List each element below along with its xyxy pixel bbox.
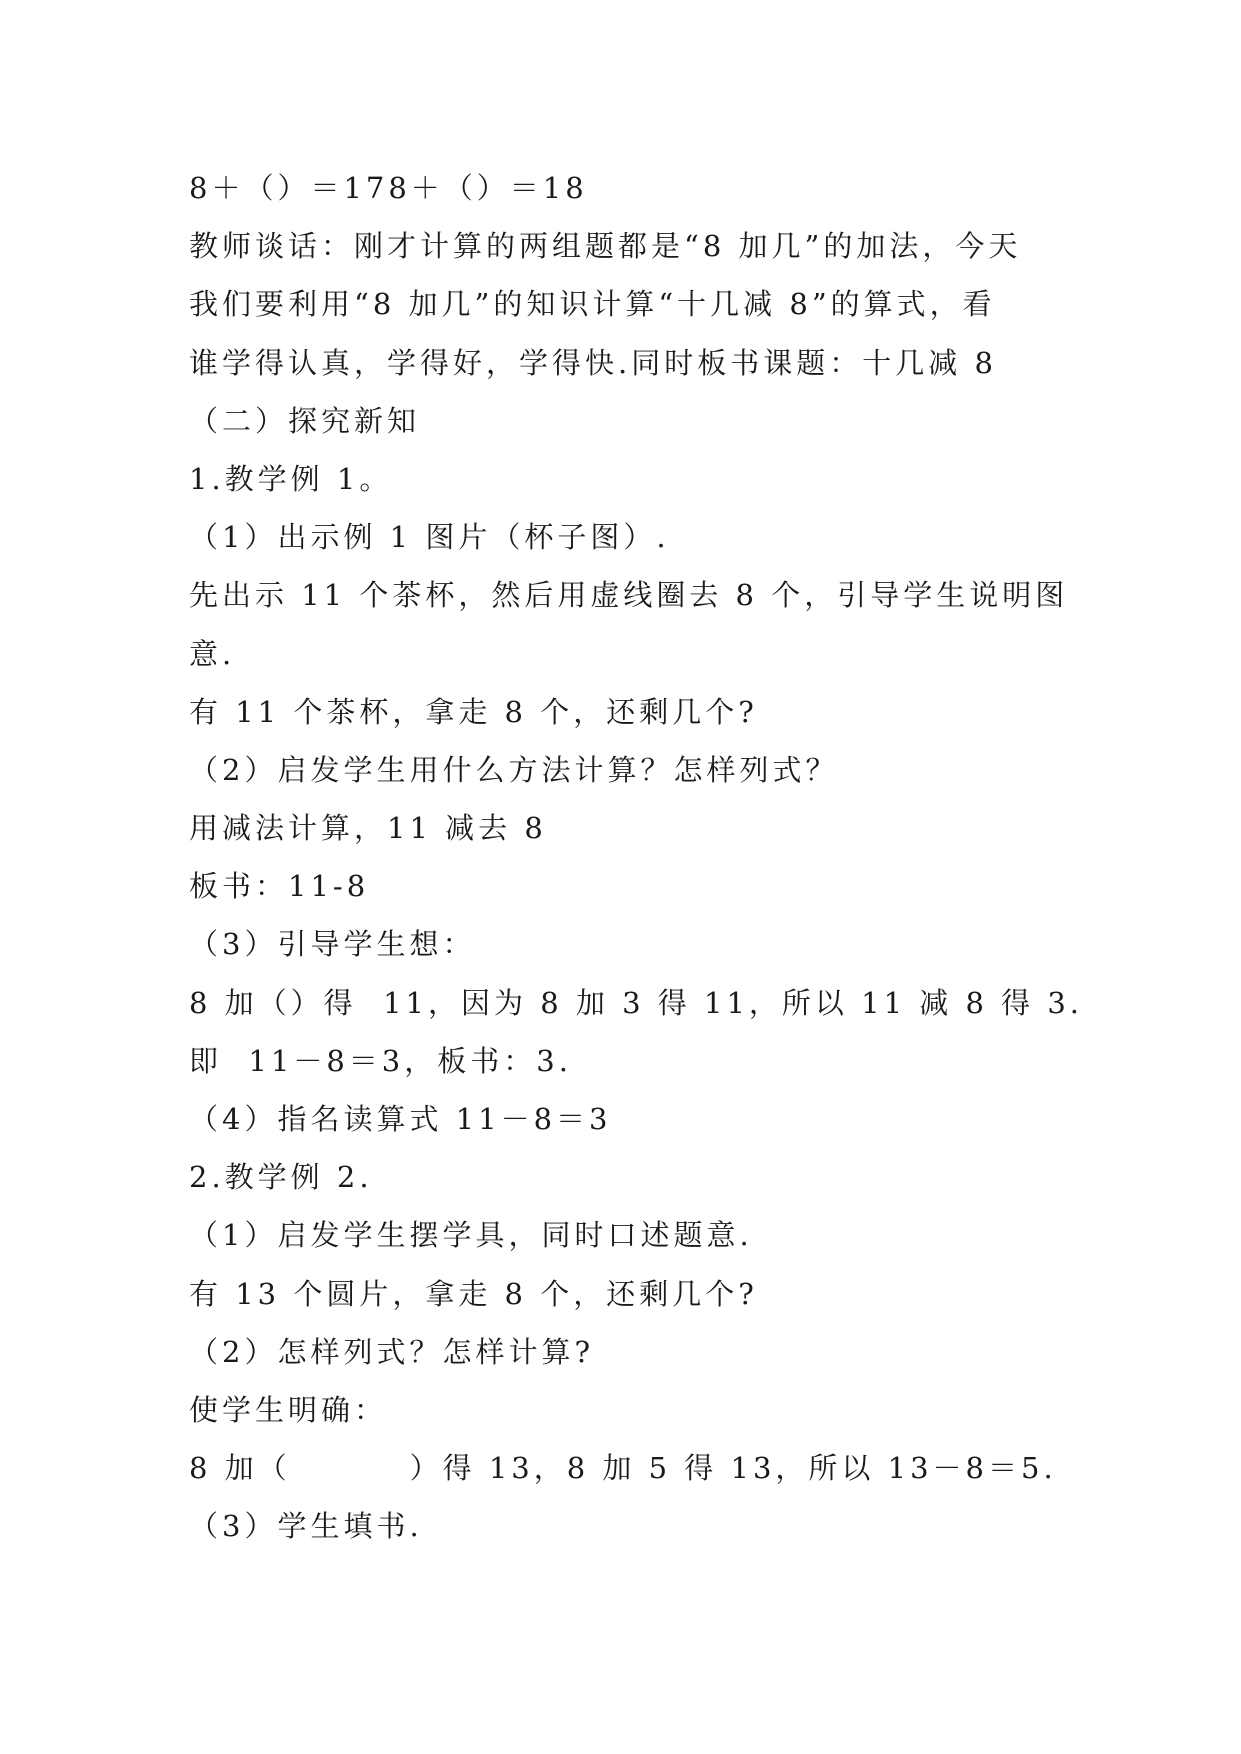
paragraph-line: 即 11－8＝3，板书：3. <box>189 1043 572 1078</box>
step-line: （1）出示例 1 图片（杯子图）. <box>189 520 670 555</box>
step-line: （4）指名读算式 11－8＝3 <box>189 1102 612 1136</box>
paragraph-line: 板书：11-8 <box>189 869 370 904</box>
paragraph-line: 使学生明确： <box>189 1392 388 1427</box>
paragraph-line: 用减法计算，11 减去 8 <box>189 811 547 846</box>
paragraph-line: 8 加（）得 11，因为 8 加 3 得 11，所以 11 减 8 得 3. <box>189 985 1084 1020</box>
equation-line: 8＋（）＝178＋（）＝18 <box>189 171 588 205</box>
step-line: （3）学生填书. <box>189 1509 423 1544</box>
paragraph-line: 8 加（ ）得 13，8 加 5 得 13，所以 13－8＝5. <box>189 1451 1057 1486</box>
step-line: （2）怎样列式？怎样计算? <box>189 1334 594 1369</box>
paragraph-line: 谁学得认真，学得好，学得快.同时板书课题：十几减 8 <box>189 345 997 380</box>
paragraph-line: 意. <box>189 636 236 671</box>
paragraph-line: 教师谈话：刚才计算的两组题都是“8 加几”的加法，今天 <box>189 229 1022 264</box>
step-line: （1）启发学生摆学具，同时口述题意. <box>189 1218 753 1253</box>
paragraph-line: 有 11 个茶杯，拿走 8 个，还剩几个? <box>189 694 758 729</box>
step-line: （2）启发学生用什么方法计算？怎样列式？ <box>189 752 839 787</box>
step-line: （3）引导学生想： <box>189 927 476 962</box>
paragraph-line: 先出示 11 个茶杯，然后用虚线圈去 8 个，引导学生说明图 <box>189 578 1069 613</box>
subsection-heading: 2.教学例 2. <box>189 1160 373 1195</box>
document-body <box>189 159 1084 1556</box>
subsection-heading: 1.教学例 1。 <box>189 461 393 496</box>
paragraph-line: 有 13 个圆片，拿走 8 个，还剩几个? <box>189 1276 758 1311</box>
section-heading: （二）探究新知 <box>189 403 421 438</box>
paragraph-line: 我们要利用“8 加几”的知识计算“十几减 8”的算式，看 <box>189 287 996 322</box>
